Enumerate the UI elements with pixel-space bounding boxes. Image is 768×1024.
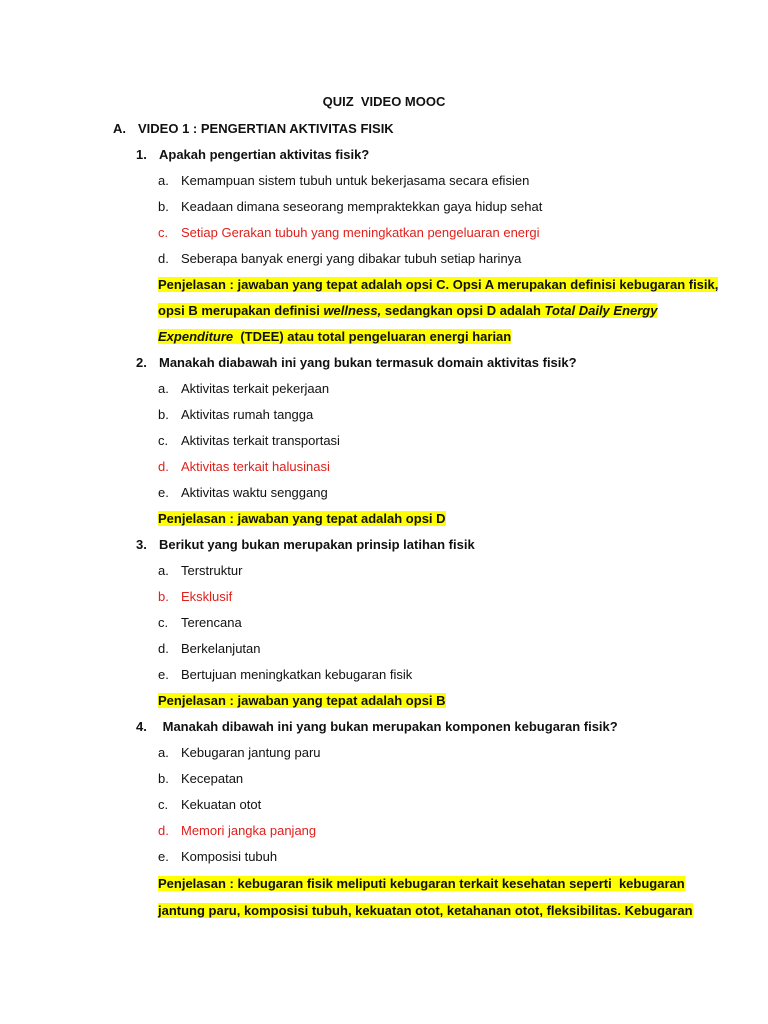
question-1 xyxy=(136,147,369,162)
section-label: VIDEO 1 : PENGERTIAN AKTIVITAS FISIK xyxy=(138,121,394,136)
question-1-option-b: b. Keadaan dimana seseorang mempraktekkan gaya hidup sehat xyxy=(158,199,543,214)
question-text: Apakah pengertian aktivitas fisik? xyxy=(159,147,370,162)
question-3-option-e: e. Bertujuan meningkatkan kebugaran fisik xyxy=(158,667,413,682)
question-3-option-b-correct: b. Eksklusif xyxy=(158,589,233,604)
question-3-explanation: Penjelasan : jawaban yang tepat adalah opsi B xyxy=(158,693,446,708)
question-3-option-a: a. Terstruktur xyxy=(158,563,243,578)
question-2-explanation: Penjelasan : jawaban yang tepat adalah opsi D xyxy=(158,511,446,526)
question-2-option-e: e. Aktivitas waktu senggang xyxy=(158,485,328,500)
question-2-option-a: a. Aktivitas terkait pekerjaan xyxy=(158,381,330,396)
question-2-option-c: c. Aktivitas terkait transportasi xyxy=(158,433,340,448)
question-number: 4. xyxy=(136,719,147,734)
question-1-option-a: a. Kemampuan sistem tubuh untuk bekerjasama secara efisien xyxy=(158,173,530,188)
question-1-explanation-line-3: Expenditure (TDEE) atau total pengeluaran energi harian xyxy=(158,329,512,344)
question-1-explanation-line-2: opsi B merupakan definisi wellness, sedangkan opsi D adalah Total Daily Energy xyxy=(158,303,658,318)
question-3 xyxy=(136,537,475,552)
section-letter: A. xyxy=(113,121,126,136)
document-title: QUIZ VIDEO MOOC xyxy=(322,94,446,109)
question-text: Manakah diabawah ini yang bukan termasuk domain aktivitas fisik? xyxy=(159,355,577,370)
question-1-explanation-line-1: Penjelasan : jawaban yang tepat adalah opsi C. Opsi A merupakan definisi kebugaran fisik, xyxy=(158,277,719,292)
question-2 xyxy=(136,355,577,370)
question-3-option-c: c. Terencana xyxy=(158,615,242,630)
question-text: Manakah dibawah ini yang bukan merupakan komponen kebugaran fisik? xyxy=(159,719,618,734)
question-4-explanation-line-1: Penjelasan : kebugaran fisik meliputi kebugaran terkait kesehatan seperti kebugaran xyxy=(158,876,685,891)
question-4-option-d-correct: d. Memori jangka panjang xyxy=(158,823,317,838)
question-4-option-c: c. Kekuatan otot xyxy=(158,797,262,812)
question-2-option-b: b. Aktivitas rumah tangga xyxy=(158,407,314,422)
question-1-option-c-correct: c. Setiap Gerakan tubuh yang meningkatkan pengeluaran energi xyxy=(158,225,540,240)
question-1-option-d: d. Seberapa banyak energi yang dibakar tubuh setiap harinya xyxy=(158,251,522,266)
question-4-explanation-line-2: jantung paru, komposisi tubuh, kekuatan otot, ketahanan otot, fleksibilitas. Kebugaran xyxy=(158,903,693,918)
question-4 xyxy=(136,719,618,734)
question-4-option-e: e. Komposisi tubuh xyxy=(158,849,278,864)
question-2-option-d-correct: d. Aktivitas terkait halusinasi xyxy=(158,459,330,474)
question-4-option-a: a. Kebugaran jantung paru xyxy=(158,745,321,760)
question-text: Berikut yang bukan merupakan prinsip latihan fisik xyxy=(159,537,475,552)
question-4-option-b: b. Kecepatan xyxy=(158,771,244,786)
question-number: 2. xyxy=(136,355,147,370)
question-number: 3. xyxy=(136,537,147,552)
question-number: 1. xyxy=(136,147,147,162)
section-heading xyxy=(113,121,394,136)
question-3-option-d: d. Berkelanjutan xyxy=(158,641,261,656)
